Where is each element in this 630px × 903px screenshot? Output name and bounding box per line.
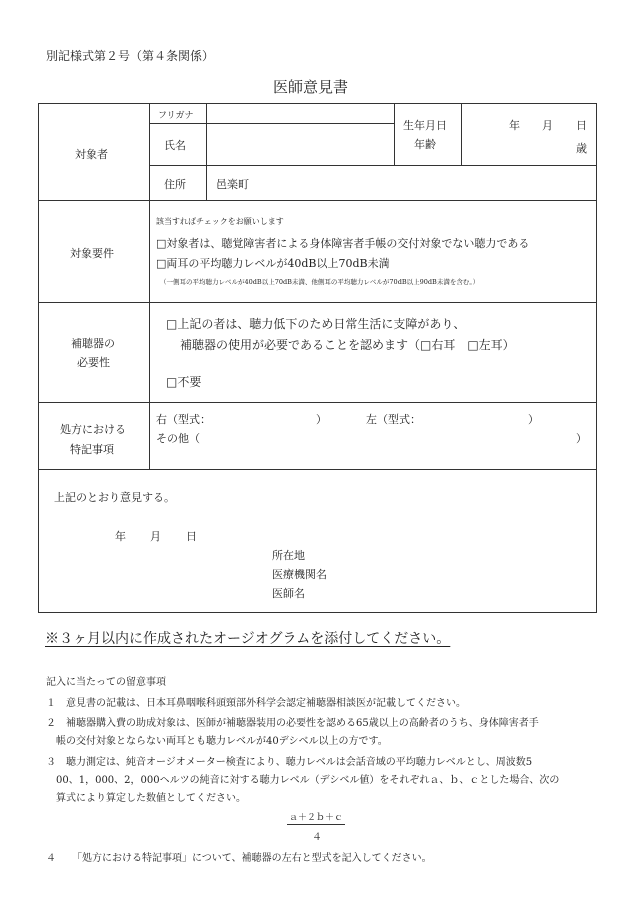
right-ear-model-label: 右（型式： <box>156 413 211 426</box>
furigana-label: フリガナ <box>158 111 194 121</box>
necessity-ear-selection[interactable]: 補聴器の使用が必要であることを認めます（□右耳 □左耳） <box>180 338 515 352</box>
note-1: 意見書の記載は、日本耳鼻咽喉科頭頸部外科学会認定補聴器相談医が記載してください。 <box>66 698 466 709</box>
requirement-checkbox-2[interactable]: □両耳の平均聴力レベルが40dB以上70dB未満 <box>156 257 390 270</box>
address-value[interactable]: 邑楽町 <box>216 178 249 191</box>
opinion-date-month: 月 <box>150 530 161 543</box>
notes-heading: 記入に当たっての留意事項 <box>46 677 166 688</box>
age-unit: 歳 <box>576 142 587 155</box>
necessity-checkbox-needed[interactable]: □上記の者は、聴力低下のため日常生活に支障があり、 <box>166 317 466 331</box>
note-4: 「処方における特記事項」について、補聴器の左右と型式を記入してください。 <box>72 853 432 864</box>
note-number: ３ <box>46 757 56 768</box>
requirements-instruction: 該当すればチェックをお願いします <box>156 217 284 226</box>
table-border-right <box>596 103 597 613</box>
prescription-label-line2: 特記事項 <box>70 443 114 456</box>
left-ear-model-field[interactable] <box>424 410 524 426</box>
formula-numerator: ａ＋２ｂ＋ｃ <box>289 813 344 823</box>
form-reference: 別記様式第２号（第４条関係） <box>46 49 215 63</box>
requirements-note: （一側耳の平均聴力レベルが40dB以上70dB未満、他側耳の平均聴力レベルが70dB以上90dB未満を含む。） <box>160 278 480 286</box>
dob-year-unit: 年 <box>509 119 520 132</box>
dob-right-divider <box>461 103 462 165</box>
opinion-statement: 上記のとおり意見する。 <box>54 491 175 504</box>
necessity-label-line2: 必要性 <box>77 356 110 369</box>
left-ear-model-label: 左（型式： <box>366 413 421 426</box>
name-field[interactable] <box>210 126 393 163</box>
furigana-divider <box>150 123 395 124</box>
row-divider <box>38 469 597 470</box>
note-number: １ <box>46 698 56 709</box>
requirement-checkbox-1[interactable]: □対象者は、聴覚障害者による身体障害者手帳の交付対象でない聴力である <box>156 237 530 250</box>
note-3-line3: 算式により算定した数値としてください。 <box>56 793 246 804</box>
name-label: 氏名 <box>164 139 186 152</box>
address-label: 住所 <box>164 178 186 191</box>
necessity-label-line1: 補聴器の <box>71 337 115 350</box>
institution-label: 医療機関名 <box>272 568 327 581</box>
table-border-left <box>38 103 39 613</box>
doctor-name-label: 医師名 <box>272 587 305 600</box>
formula-fraction-bar <box>287 824 345 825</box>
other-notes-close: ） <box>576 432 587 445</box>
dob-day-unit: 日 <box>576 119 587 132</box>
dob-label: 生年月日 <box>403 119 447 132</box>
row-divider <box>38 200 597 201</box>
note-2-line1: 補聴器購入費の助成対象は、医師が補聴器装用の必要性を認める65歳以上の高齢者のうち、身体障害者手 <box>66 718 539 729</box>
location-label: 所在地 <box>272 549 305 562</box>
furigana-field[interactable] <box>210 106 393 122</box>
prescription-label-line1: 処方における <box>60 423 126 436</box>
age-label: 年齢 <box>414 138 436 151</box>
opinion-date-year: 年 <box>115 530 126 543</box>
dob-left-divider <box>394 103 395 165</box>
table-border-top <box>38 103 597 104</box>
label-column-divider <box>149 103 150 470</box>
other-notes-label: その他（ <box>156 432 200 445</box>
note-number: ４ <box>46 853 56 864</box>
page-title: 医師意見書 <box>273 78 349 96</box>
formula-denominator: ４ <box>312 832 322 843</box>
subject-inner-divider <box>206 103 207 200</box>
right-ear-model-field[interactable] <box>212 410 312 426</box>
subject-label: 対象者 <box>75 148 108 161</box>
necessity-checkbox-not-needed[interactable]: □不要 <box>166 375 202 389</box>
opinion-date-day: 日 <box>186 530 197 543</box>
note-2-line2: 帳の交付対象とならない両耳とも聴力レベルが40デシベル以上の方です。 <box>56 736 388 747</box>
table-border-bottom <box>38 612 597 613</box>
row-divider <box>38 402 597 403</box>
row-divider <box>38 302 597 303</box>
name-address-divider <box>150 165 597 166</box>
dob-month-unit: 月 <box>542 119 553 132</box>
other-notes-field[interactable] <box>208 429 570 445</box>
note-3-line1: 聴力測定は、純音オージオメーター検査により、聴力レベルは会話音域の平均聴力レベルとし、周波数5 <box>66 757 533 768</box>
right-ear-model-close: ） <box>316 413 327 426</box>
requirements-label: 対象要件 <box>70 247 114 260</box>
note-3-line2: 00、1，000、2，000ヘルツの純音に対する聴力レベル（デシベル値）をそれぞれａ、ｂ、ｃとした場合、次の <box>56 775 560 786</box>
audiogram-notice: ※３ヶ月以内に作成されたオージオグラムを添付してください。 <box>45 631 451 647</box>
note-number: ２ <box>46 718 56 729</box>
left-ear-model-close: ） <box>528 413 539 426</box>
